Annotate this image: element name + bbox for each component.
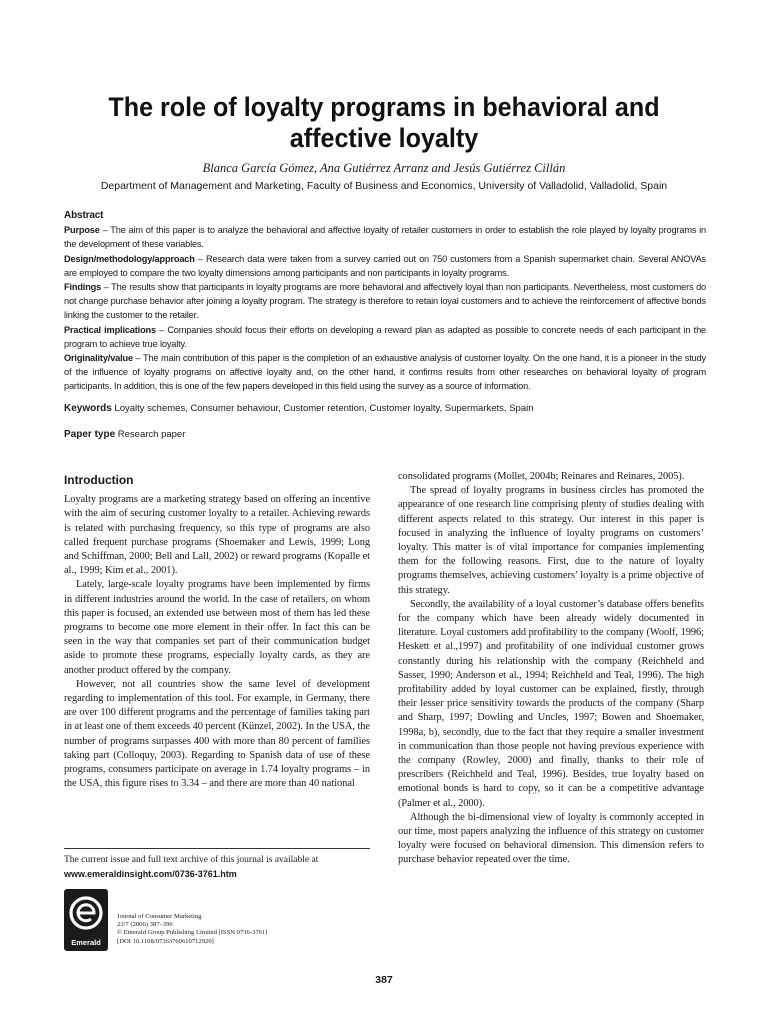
abstract-purpose <box>64 223 706 251</box>
abstract-practical <box>64 323 706 351</box>
paragraph: consolidated programs (Mollet, 2004b; Reinares and Reinares, 2005). <box>398 471 685 482</box>
right-column <box>398 470 704 868</box>
practical-text: – Companies should focus their efforts on developing a reward plan as adapted as possible to concrete needs of each participant in the program to achieve true loyalty. <box>64 324 706 349</box>
paper-type <box>64 429 706 440</box>
findings-text: – The results show that participants in loyalty programs are more behavioral and affectively loyal than non participants. Nevertheless, most customers do not change purchase behavior after joining a loyalty program. The strategy is therefore to retain loyal customers and to achieve the reinforcement of affective bonds linking the customer to the retailer. <box>64 282 706 321</box>
keywords-label: Keywords <box>64 403 112 414</box>
paragraph: Loyalty programs are a marketing strategy based on offering an incentive with the aim of securing customer loyalty to a retailer. Achieving rewards is related with purchasing frequency, so this type of programs are also called frequent purchase programs (Shoemaker and Lewis, 1999; Long and Schiffman, 2000; Bell and Lall, 2002) or reward programs (Kopalle et al., 1999; Kim et al., 2001). <box>64 494 370 577</box>
paper-title <box>64 92 704 154</box>
purpose-text: – The aim of this paper is to analyze the behavioral and affective loyalty of retailer customers in order to establish the role played by loyalty programs in the development of these variables. <box>64 225 706 250</box>
emerald-logo <box>64 889 108 951</box>
findings-label: Findings <box>64 282 102 293</box>
design-text: – Research data were taken from a survey carried out on 750 customers from a Spanish supermarket chain. Several ANOVAs are employed to compare the two loyalty dimensions among participants and non participants in loyalty programs. <box>64 253 706 278</box>
originality-text: – The main contribution of this paper is the completion of an exhaustive analysis of customer loyalty. On the one hand, it is a pioneer in the study of the influence of loyalty programs on affective loyalty and, on the other hand, it confirms results from other researches on behavioral loyalty of program participants. In addition, this is one of the few papers developed in this field using the survey as a source of information. <box>64 353 706 392</box>
paragraph: However, not all countries show the same level of development regarding to implementation of this tool. For example, in Germany, there are over 100 different programs and the percentage of families taking part in at least one of them exceeds 40 percent (Künzel, 2002). In the USA, the number of programs surpasses 400 with more than 80 percent of families taking part (Colloquy, 2003). Regarding to Spanish data of use of these programs, consumers participate on average in 1.74 loyalty programs – in the USA, this figure rises to 3.34 – and there are more than 40 national <box>64 678 370 790</box>
title-line-1: The role of loyalty programs in behavioral and <box>108 92 660 122</box>
purpose-label: Purpose <box>64 225 100 236</box>
journal-line: © Emerald Group Publishing Limited [ISSN 0736-3761] <box>117 929 268 937</box>
abstract <box>64 209 706 394</box>
journal-line: 23/7 (2006) 387–396 <box>117 921 173 929</box>
left-column <box>64 473 370 791</box>
archive-url: www.emeraldinsight.com/0736-3761.htm <box>64 869 237 879</box>
paper-type-label: Paper type <box>64 429 116 440</box>
design-label: Design/methodology/approach <box>64 253 195 264</box>
archive-note <box>64 853 370 881</box>
paragraph: Although the bi-dimensional view of loyalty is commonly accepted in our time, most papers analyzing the influence of this strategy on customer loyalty were focused on behavioral dimension. This dimension refers to purchase behavior repeated over the time. <box>398 811 704 866</box>
paper-type-text: Research paper <box>115 429 186 440</box>
abstract-heading: Abstract <box>64 210 104 221</box>
journal-info <box>117 913 367 946</box>
journal-line: Journal of Consumer Marketing <box>117 913 202 920</box>
footnote-divider <box>64 848 370 849</box>
paragraph: The spread of loyalty programs in business circles has promoted the appearance of one research line comprising plenty of studies dealing with different aspects related to this strategy. Our interest in this paper is focused in analyzing the influence of loyalty programs on customers’ loyalty. This matter is of vital importance for companies implementing them for the following reasons. First, due to the nature of loyalty programs themselves, achieving customers’ loyalty is a prime objective of this strategy. <box>398 485 704 596</box>
originality-label: Originality/value <box>64 353 133 364</box>
abstract-findings <box>64 280 706 323</box>
paragraph: Lately, large-scale loyalty programs have been implemented by firms in different industries around the world. In the case of retailers, on whom this paper is focused, an extended use between most of them has led these programs to become one more element in their offer. In fact this can be seen in the way that companies set part of their communication budget aside to promote these programs, especially loyalty cards, as they are another product offered by the company. <box>64 579 370 676</box>
keywords-text: Loyalty schemes, Consumer behaviour, Customer retention, Customer loyalty, Supermarkets, Spain <box>111 403 534 414</box>
archive-text: The current issue and full text archive of this journal is available at <box>64 855 319 865</box>
logo-text: Emerald <box>71 938 101 947</box>
title-line-2: affective loyalty <box>289 123 479 153</box>
abstract-originality <box>64 351 706 394</box>
practical-label: Practical implications <box>64 324 156 335</box>
authors: Blanca García Gómez, Ana Gutiérrez Arranz and Jesús Gutiérrez Cillán <box>202 161 566 175</box>
abstract-design <box>64 252 706 280</box>
emerald-e-icon <box>64 889 108 939</box>
paragraph: Secondly, the availability of a loyal customer’s database offers benefits for the company which have been already widely documented in literature. Loyal customers add profitability to the company (Woolf, 1996; Heskett et al.,1997) and profitability of one individual customer grows constantly during his relationship with the company (Reichheld and Sasser, 1990; Anderson et al., 1994; Reichheld and Teal, 1996). The high profitability added by loyal customer can be explained, firstly, through their lesser price sensitivity towards the products of the company (Sharp and Sharp, 1997; Dowling and Uncles, 1997; Bowen and Shoemaker, 1998a, b), secondly, due to the fact that they require a smaller investment in communication than those people not having previous experience with the company (Rowley, 2000) and finally, thanks to their role of prescribers (Reichheld and Teal, 1996). Besides, true loyalty based on emotional bonds is hard to copy, so it can be a competitive advantage (Palmer et al., 2000). <box>398 598 704 809</box>
affiliation: Department of Management and Marketing, Faculty of Business and Economics, University of Valladolid, Valladolid, Spain <box>100 180 668 192</box>
section-heading-introduction: Introduction <box>64 473 134 487</box>
page-number: 387 <box>375 974 393 986</box>
keywords <box>64 403 706 414</box>
journal-line: [DOI 10.1108/07363760610712920] <box>117 937 214 945</box>
